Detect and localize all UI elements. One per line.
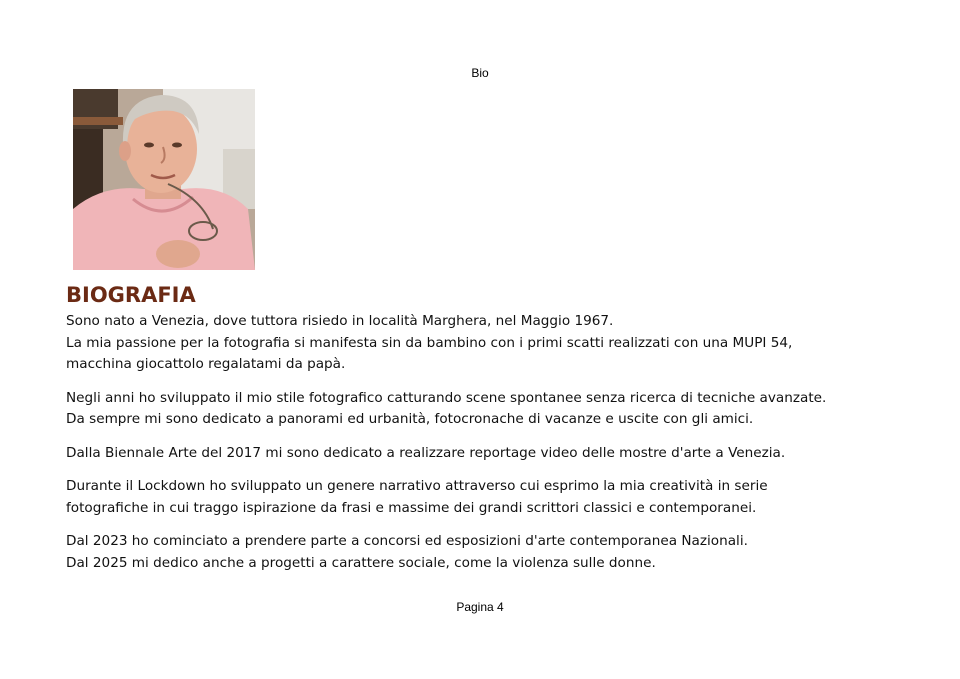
text-line: Da sempre mi sono dedicato a panorami ed urbanità, fotocronache di vacanze e uscite con gli amici. [66, 411, 754, 427]
biography-body [66, 311, 906, 586]
text-line: Dal 2025 mi dedico anche a progetti a carattere sociale, come la violenza sulle donne. [66, 554, 656, 571]
paragraph [66, 531, 906, 574]
text-line: Dalla Biennale Arte del 2017 mi sono dedicato a realizzare reportage video delle mostre d'arte a Venezia. [66, 444, 786, 461]
text-line: Sono nato a Venezia, dove tuttora risiedo in località Marghera, nel Maggio 1967. [66, 313, 614, 329]
text-line: Negli anni ho sviluppato il mio stile fotografico catturando scene spontanee senza ricerca di tecniche avanzate. [66, 389, 827, 406]
text-line: La mia passione per la fotografia si manifesta sin da bambino con i primi scatti realizzati con una MUPI 54, [66, 334, 793, 351]
paragraph [66, 476, 906, 519]
text-line: macchina giocattolo regalatami da papà. [66, 356, 346, 372]
portrait-photo [73, 89, 255, 270]
paragraph [66, 443, 906, 465]
text-line: fotografiche in cui traggo ispirazione da frasi e massime dei grandi scrittori classici e contemporanei. [66, 499, 757, 516]
page-header: Bio [471, 66, 489, 80]
paragraph [66, 311, 906, 376]
page-number: Pagina 4 [456, 600, 504, 614]
text-line: Dal 2023 ho cominciato a prendere parte a concorsi ed esposizioni d'arte contemporanea Nazionali. [66, 533, 748, 549]
text-line: Durante il Lockdown ho sviluppato un genere narrativo attraverso cui esprimo la mia creatività in serie [66, 478, 768, 494]
section-heading: BIOGRAFIA [66, 283, 196, 307]
paragraph [66, 388, 906, 431]
